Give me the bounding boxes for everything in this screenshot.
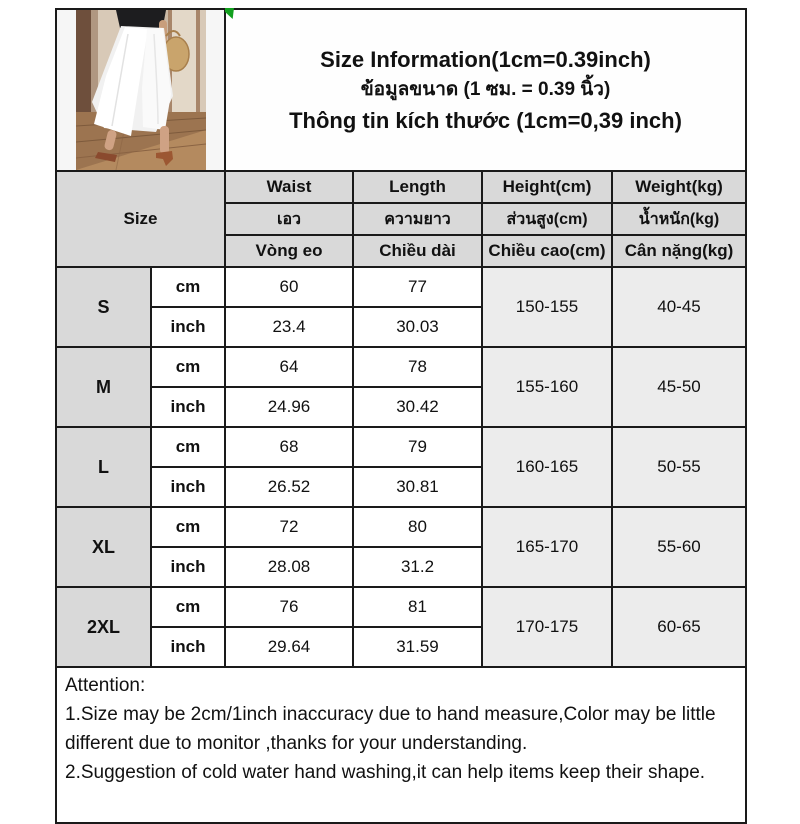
unit-label-cm: cm bbox=[151, 267, 225, 307]
unit-label-cm: cm bbox=[151, 507, 225, 547]
size-label-l: L bbox=[56, 427, 151, 507]
unit-label-cm: cm bbox=[151, 347, 225, 387]
waist-cm-m: 64 bbox=[225, 347, 353, 387]
size-chart-table bbox=[55, 8, 747, 824]
unit-label-inch: inch bbox=[151, 547, 225, 587]
col-header-length-en: Length bbox=[353, 171, 482, 203]
unit-label-inch: inch bbox=[151, 307, 225, 347]
weight-range-s: 40-45 bbox=[612, 267, 746, 347]
col-header-weight-th: น้ำหนัก(kg) bbox=[612, 203, 746, 235]
waist-cm-2xl: 76 bbox=[225, 587, 353, 627]
weight-range-m: 45-50 bbox=[612, 347, 746, 427]
waist-inch-2xl: 29.64 bbox=[225, 627, 353, 667]
size-label-s: S bbox=[56, 267, 151, 347]
title-thai: ข้อมูลขนาด (1 ซม. = 0.39 นิ้ว) bbox=[360, 79, 611, 100]
unit-label-inch: inch bbox=[151, 627, 225, 667]
col-header-length-vi: Chiều dài bbox=[353, 235, 482, 267]
title-english: Size Information(1cm=0.39inch) bbox=[320, 47, 651, 72]
size-label-m: M bbox=[56, 347, 151, 427]
waist-inch-m: 24.96 bbox=[225, 387, 353, 427]
weight-range-2xl: 60-65 bbox=[612, 587, 746, 667]
length-cm-s: 77 bbox=[353, 267, 482, 307]
length-inch-m: 30.42 bbox=[353, 387, 482, 427]
product-photo bbox=[76, 10, 206, 170]
weight-range-xl: 55-60 bbox=[612, 507, 746, 587]
col-header-waist-vi: Vòng eo bbox=[225, 235, 353, 267]
header-row-english bbox=[56, 171, 746, 203]
length-cm-xl: 80 bbox=[353, 507, 482, 547]
length-cm-m: 78 bbox=[353, 347, 482, 387]
size-label-xl: XL bbox=[56, 507, 151, 587]
waist-cm-s: 60 bbox=[225, 267, 353, 307]
table-row-2xl-cm bbox=[56, 587, 746, 627]
length-cm-2xl: 81 bbox=[353, 587, 482, 627]
height-range-l: 160-165 bbox=[482, 427, 612, 507]
waist-cm-l: 68 bbox=[225, 427, 353, 467]
title-vietnamese: Thông tin kích thước (1cm=0,39 inch) bbox=[289, 108, 682, 133]
attention-heading: Attention: bbox=[65, 675, 146, 696]
col-header-waist-en: Waist bbox=[225, 171, 353, 203]
product-photo-cell bbox=[56, 9, 225, 171]
unit-label-inch: inch bbox=[151, 387, 225, 427]
title-block bbox=[225, 9, 746, 171]
height-range-m: 155-160 bbox=[482, 347, 612, 427]
table-row-xl-cm bbox=[56, 507, 746, 547]
col-header-height-vi: Chiều cao(cm) bbox=[482, 235, 612, 267]
unit-label-cm: cm bbox=[151, 427, 225, 467]
attention-note-1: 1.Size may be 2cm/1inch inaccuracy due to hand measure,Color may be little different due to monitor ,thanks for your understanding. bbox=[65, 704, 716, 754]
attention-note-2: 2.Suggestion of cold water hand washing,it can help items keep their shape. bbox=[65, 762, 706, 783]
waist-inch-s: 23.4 bbox=[225, 307, 353, 347]
waist-cm-xl: 72 bbox=[225, 507, 353, 547]
weight-range-l: 50-55 bbox=[612, 427, 746, 507]
height-range-xl: 165-170 bbox=[482, 507, 612, 587]
length-cm-l: 79 bbox=[353, 427, 482, 467]
length-inch-2xl: 31.59 bbox=[353, 627, 482, 667]
col-header-height-en: Height(cm) bbox=[482, 171, 612, 203]
table-row-s-cm bbox=[56, 267, 746, 307]
unit-label-cm: cm bbox=[151, 587, 225, 627]
size-header: Size bbox=[56, 171, 225, 267]
length-inch-s: 30.03 bbox=[353, 307, 482, 347]
height-range-2xl: 170-175 bbox=[482, 587, 612, 667]
unit-label-inch: inch bbox=[151, 467, 225, 507]
waist-inch-l: 26.52 bbox=[225, 467, 353, 507]
col-header-waist-th: เอว bbox=[225, 203, 353, 235]
height-range-s: 150-155 bbox=[482, 267, 612, 347]
col-header-height-th: ส่วนสูง(cm) bbox=[482, 203, 612, 235]
title-row bbox=[56, 9, 746, 171]
col-header-weight-vi: Cân nặng(kg) bbox=[612, 235, 746, 267]
col-header-weight-en: Weight(kg) bbox=[612, 171, 746, 203]
length-inch-xl: 31.2 bbox=[353, 547, 482, 587]
size-chart-sheet bbox=[55, 8, 745, 824]
size-label-2xl: 2XL bbox=[56, 587, 151, 667]
waist-inch-xl: 28.08 bbox=[225, 547, 353, 587]
table-row-m-cm bbox=[56, 347, 746, 387]
col-header-length-th: ความยาว bbox=[353, 203, 482, 235]
table-row-l-cm bbox=[56, 427, 746, 467]
length-inch-l: 30.81 bbox=[353, 467, 482, 507]
